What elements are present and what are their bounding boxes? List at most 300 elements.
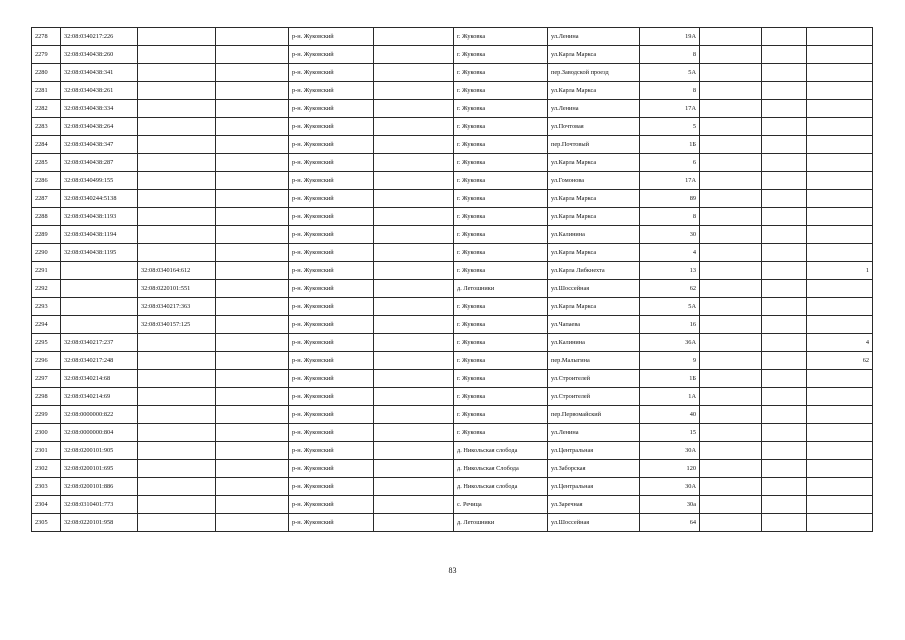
cell-cadastral-number [61,298,138,316]
cell-empty-col [216,82,289,100]
cell-empty-col [374,154,454,172]
table-row [32,442,873,460]
cell-cadastral-number: 32:08:0200101:905 [61,442,138,460]
cell-cadastral-number: 32:08:0200101:695 [61,460,138,478]
cell-empty-col [374,370,454,388]
cell-empty-col [762,316,807,334]
cell-row-number: 2290 [32,244,61,262]
cell-house-number: 36А [640,334,700,352]
cell-row-number: 2289 [32,226,61,244]
cell-locality: г. Жуковка [454,82,548,100]
cell-cadastral-number-alt: 32:08:0340164:612 [138,262,216,280]
cell-empty-col [374,334,454,352]
cell-empty-col [374,118,454,136]
cell-locality: г. Жуковка [454,262,548,280]
cell-district: р-н. Жуковский [289,424,374,442]
cell-empty-col [762,136,807,154]
cell-cadastral-number-alt [138,478,216,496]
cell-house-number: 15 [640,424,700,442]
cell-district: р-н. Жуковский [289,82,374,100]
cell-empty-col [762,406,807,424]
cell-cadastral-number: 32:08:0000000:822 [61,406,138,424]
cell-empty-col [700,370,762,388]
cell-house-number: 8 [640,82,700,100]
cell-cadastral-number: 32:08:0340438:347 [61,136,138,154]
cell-street: ул.Центральная [548,442,640,460]
cell-street: ул.Заборская [548,460,640,478]
cell-locality: г. Жуковка [454,370,548,388]
cell-house-number: 120 [640,460,700,478]
cell-empty-col [700,496,762,514]
cell-house-number: 8 [640,208,700,226]
cell-empty-col [216,406,289,424]
cell-cadastral-number-alt [138,406,216,424]
cell-extra-value [807,406,873,424]
cell-empty-col [374,136,454,154]
cell-empty-col [700,154,762,172]
cell-empty-col [762,208,807,226]
cell-empty-col [216,298,289,316]
cell-street: ул.Карла Маркса [548,190,640,208]
cell-street: ул.Карла Маркса [548,82,640,100]
cell-row-number: 2298 [32,388,61,406]
cell-cadastral-number-alt [138,172,216,190]
cell-extra-value [807,190,873,208]
cell-cadastral-number: 32:08:0340214:68 [61,370,138,388]
cell-extra-value [807,442,873,460]
cell-district: р-н. Жуковский [289,172,374,190]
cell-district: р-н. Жуковский [289,298,374,316]
cell-empty-col [762,280,807,298]
cell-empty-col [700,82,762,100]
table-row [32,388,873,406]
cell-empty-col [374,262,454,280]
cell-extra-value [807,388,873,406]
cell-street: ул.Карла Либкнехта [548,262,640,280]
cell-empty-col [762,478,807,496]
cell-district: р-н. Жуковский [289,352,374,370]
cell-cadastral-number: 32:08:0200101:886 [61,478,138,496]
cell-street: ул.Ленина [548,28,640,46]
cell-cadastral-number: 32:08:0340217:248 [61,352,138,370]
cell-empty-col [700,514,762,532]
cell-empty-col [762,496,807,514]
cell-cadastral-number-alt [138,226,216,244]
cell-empty-col [374,172,454,190]
cell-locality: г. Жуковка [454,424,548,442]
cell-district: р-н. Жуковский [289,370,374,388]
cell-empty-col [374,514,454,532]
cell-locality: г. Жуковка [454,172,548,190]
cell-house-number: 30 [640,226,700,244]
cell-district: р-н. Жуковский [289,262,374,280]
table-row [32,82,873,100]
table-row [32,280,873,298]
registry-table [31,27,873,532]
cell-empty-col [762,442,807,460]
cell-empty-col [216,46,289,64]
cell-extra-value [807,226,873,244]
cell-row-number: 2286 [32,172,61,190]
cell-empty-col [762,460,807,478]
cell-district: р-н. Жуковский [289,28,374,46]
cell-cadastral-number: 32:08:0340438:264 [61,118,138,136]
cell-district: р-н. Жуковский [289,190,374,208]
cell-cadastral-number: 32:08:0340438:260 [61,46,138,64]
table-row [32,172,873,190]
cell-district: р-н. Жуковский [289,478,374,496]
table-row [32,478,873,496]
cell-house-number: 30А [640,442,700,460]
cell-empty-col [374,442,454,460]
cell-extra-value [807,370,873,388]
table-row [32,64,873,82]
cell-locality: г. Жуковка [454,352,548,370]
cell-cadastral-number-alt [138,82,216,100]
cell-district: р-н. Жуковский [289,388,374,406]
cell-street: ул.Карла Маркса [548,298,640,316]
cell-row-number: 2295 [32,334,61,352]
cell-row-number: 2299 [32,406,61,424]
cell-cadastral-number-alt [138,496,216,514]
cell-empty-col [216,352,289,370]
cell-cadastral-number-alt [138,28,216,46]
cell-district: р-н. Жуковский [289,334,374,352]
cell-empty-col [762,154,807,172]
cell-empty-col [216,208,289,226]
cell-extra-value [807,280,873,298]
cell-empty-col [374,280,454,298]
cell-empty-col [216,496,289,514]
cell-empty-col [762,64,807,82]
cell-cadastral-number-alt [138,154,216,172]
cell-empty-col [700,226,762,244]
cell-empty-col [216,172,289,190]
cell-extra-value [807,64,873,82]
cell-house-number: 17А [640,172,700,190]
cell-extra-value [807,460,873,478]
cell-cadastral-number: 32:08:0340438:1195 [61,244,138,262]
cell-extra-value [807,28,873,46]
cell-cadastral-number: 32:08:0340438:261 [61,82,138,100]
cell-empty-col [700,100,762,118]
cell-locality: г. Жуковка [454,226,548,244]
cell-district: р-н. Жуковский [289,118,374,136]
cell-district: р-н. Жуковский [289,226,374,244]
cell-locality: г. Жуковка [454,190,548,208]
cell-street: пер.Первомайский [548,406,640,424]
cell-row-number: 2296 [32,352,61,370]
cell-cadastral-number-alt [138,460,216,478]
cell-cadastral-number-alt: 32:08:0340157:125 [138,316,216,334]
table-row [32,208,873,226]
cell-locality: г. Жуковка [454,244,548,262]
table-row [32,100,873,118]
cell-street: ул.Чапаева [548,316,640,334]
cell-empty-col [762,244,807,262]
cell-district: р-н. Жуковский [289,46,374,64]
cell-empty-col [700,64,762,82]
cell-district: р-н. Жуковский [289,64,374,82]
cell-house-number: 6 [640,154,700,172]
cell-street: ул.Строителей [548,370,640,388]
cell-empty-col [216,136,289,154]
cell-street: ул.Гомонова [548,172,640,190]
table-row [32,406,873,424]
cell-cadastral-number-alt [138,100,216,118]
cell-house-number: 30а [640,496,700,514]
cell-row-number: 2301 [32,442,61,460]
cell-empty-col [700,28,762,46]
cell-empty-col [762,82,807,100]
cell-house-number: 1Б [640,136,700,154]
cell-extra-value: 4 [807,334,873,352]
cell-cadastral-number: 32:08:0340244:5138 [61,190,138,208]
table-row [32,370,873,388]
cell-extra-value [807,100,873,118]
cell-street: ул.Калинина [548,334,640,352]
cell-street: ул.Заречная [548,496,640,514]
cell-row-number: 2287 [32,190,61,208]
cell-empty-col [374,406,454,424]
table-row [32,190,873,208]
cell-locality: г. Жуковка [454,406,548,424]
cell-street: ул.Карла Маркса [548,244,640,262]
cell-row-number: 2300 [32,424,61,442]
cell-cadastral-number-alt [138,136,216,154]
cell-empty-col [216,244,289,262]
cell-empty-col [216,388,289,406]
cell-extra-value [807,316,873,334]
cell-street: ул.Центральная [548,478,640,496]
cell-street: ул.Почтовая [548,118,640,136]
cell-empty-col [216,118,289,136]
cell-locality: д. Никольская слобода [454,478,548,496]
cell-cadastral-number: 32:08:0340217:237 [61,334,138,352]
cell-empty-col [216,478,289,496]
cell-locality: д. Никольская Слобода [454,460,548,478]
cell-house-number: 5А [640,64,700,82]
cell-row-number: 2285 [32,154,61,172]
table-row [32,118,873,136]
cell-extra-value [807,244,873,262]
cell-extra-value [807,154,873,172]
cell-locality: г. Жуковка [454,136,548,154]
cell-locality: г. Жуковка [454,388,548,406]
table-row [32,496,873,514]
cell-house-number: 5А [640,298,700,316]
cell-street: ул.Карла Маркса [548,154,640,172]
cell-empty-col [700,334,762,352]
cell-row-number: 2288 [32,208,61,226]
cell-empty-col [374,388,454,406]
cell-street: пер.Почтовый [548,136,640,154]
cell-cadastral-number: 32:08:0340438:341 [61,64,138,82]
cell-district: р-н. Жуковский [289,280,374,298]
page-number: 83 [448,566,457,575]
cell-locality: д. Летошники [454,280,548,298]
cell-empty-col [374,244,454,262]
cell-empty-col [700,316,762,334]
cell-cadastral-number-alt: 32:08:0220101:551 [138,280,216,298]
cell-empty-col [216,316,289,334]
cell-cadastral-number: 32:08:0220101:958 [61,514,138,532]
cell-empty-col [762,118,807,136]
cell-cadastral-number: 32:08:0340438:334 [61,100,138,118]
cell-house-number: 8 [640,46,700,64]
cell-cadastral-number [61,280,138,298]
cell-empty-col [700,136,762,154]
cell-street: ул.Калинина [548,226,640,244]
cell-locality: д. Никольская слобода [454,442,548,460]
cell-empty-col [374,64,454,82]
cell-cadastral-number-alt [138,370,216,388]
cell-street: ул.Ленина [548,424,640,442]
cell-house-number: 64 [640,514,700,532]
cell-empty-col [762,388,807,406]
cell-cadastral-number-alt [138,388,216,406]
cell-cadastral-number-alt [138,514,216,532]
cell-street: ул.Строителей [548,388,640,406]
registry-table-body [32,28,873,532]
cell-house-number: 89 [640,190,700,208]
cell-cadastral-number: 32:08:0340438:287 [61,154,138,172]
cell-street: ул.Карла Маркса [548,46,640,64]
cell-house-number: 62 [640,280,700,298]
cell-empty-col [700,172,762,190]
cell-locality: г. Жуковка [454,334,548,352]
cell-empty-col [216,370,289,388]
cell-empty-col [700,118,762,136]
cell-empty-col [762,352,807,370]
cell-cadastral-number: 32:08:0340217:226 [61,28,138,46]
cell-row-number: 2303 [32,478,61,496]
cell-empty-col [374,298,454,316]
cell-row-number: 2297 [32,370,61,388]
cell-empty-col [700,190,762,208]
cell-street: ул.Шоссейная [548,280,640,298]
cell-empty-col [762,370,807,388]
cell-row-number: 2294 [32,316,61,334]
cell-empty-col [374,316,454,334]
cell-district: р-н. Жуковский [289,208,374,226]
cell-cadastral-number: 32:08:0310401:773 [61,496,138,514]
cell-locality: г. Жуковка [454,64,548,82]
cell-empty-col [216,424,289,442]
cell-extra-value [807,208,873,226]
cell-cadastral-number-alt [138,244,216,262]
cell-district: р-н. Жуковский [289,154,374,172]
cell-extra-value [807,46,873,64]
cell-cadastral-number: 32:08:0340214:69 [61,388,138,406]
cell-empty-col [216,334,289,352]
cell-extra-value [807,172,873,190]
cell-house-number: 9 [640,352,700,370]
table-row [32,352,873,370]
cell-extra-value [807,136,873,154]
cell-empty-col [216,190,289,208]
cell-empty-col [700,388,762,406]
cell-empty-col [374,424,454,442]
cell-cadastral-number-alt [138,424,216,442]
cell-empty-col [762,172,807,190]
cell-district: р-н. Жуковский [289,136,374,154]
cell-empty-col [762,262,807,280]
cell-extra-value [807,298,873,316]
cell-empty-col [700,352,762,370]
cell-empty-col [700,442,762,460]
cell-empty-col [762,28,807,46]
cell-empty-col [700,298,762,316]
cell-locality: г. Жуковка [454,316,548,334]
cell-extra-value [807,478,873,496]
cell-empty-col [374,190,454,208]
cell-extra-value [807,514,873,532]
cell-empty-col [374,496,454,514]
cell-empty-col [374,352,454,370]
cell-cadastral-number-alt [138,46,216,64]
cell-empty-col [374,460,454,478]
cell-house-number: 30А [640,478,700,496]
cell-empty-col [374,478,454,496]
cell-locality: г. Жуковка [454,100,548,118]
cell-empty-col [700,424,762,442]
cell-cadastral-number: 32:08:0340438:1193 [61,208,138,226]
table-row [32,334,873,352]
table-row [32,136,873,154]
cell-row-number: 2282 [32,100,61,118]
cell-cadastral-number-alt [138,208,216,226]
cell-empty-col [700,460,762,478]
table-row [32,514,873,532]
cell-house-number: 16 [640,316,700,334]
cell-row-number: 2283 [32,118,61,136]
cell-empty-col [700,46,762,64]
table-row [32,316,873,334]
cell-empty-col [216,280,289,298]
cell-district: р-н. Жуковский [289,406,374,424]
cell-street: ул.Ленина [548,100,640,118]
table-row [32,262,873,280]
table-row [32,28,873,46]
cell-cadastral-number-alt [138,442,216,460]
cell-row-number: 2279 [32,46,61,64]
cell-extra-value [807,424,873,442]
cell-house-number: 4 [640,244,700,262]
cell-extra-value [807,82,873,100]
cell-empty-col [762,226,807,244]
cell-empty-col [374,226,454,244]
cell-empty-col [374,100,454,118]
cell-empty-col [762,298,807,316]
cell-cadastral-number-alt [138,352,216,370]
cell-row-number: 2302 [32,460,61,478]
cell-house-number: 1Б [640,370,700,388]
cell-row-number: 2304 [32,496,61,514]
cell-house-number: 40 [640,406,700,424]
cell-locality: г. Жуковка [454,208,548,226]
cell-district: р-н. Жуковский [289,514,374,532]
table-row [32,460,873,478]
cell-house-number: 1А [640,388,700,406]
cell-empty-col [216,154,289,172]
cell-locality: г. Жуковка [454,46,548,64]
table-row [32,244,873,262]
cell-row-number: 2281 [32,82,61,100]
cell-empty-col [762,190,807,208]
cell-cadastral-number [61,316,138,334]
cell-cadastral-number-alt [138,64,216,82]
